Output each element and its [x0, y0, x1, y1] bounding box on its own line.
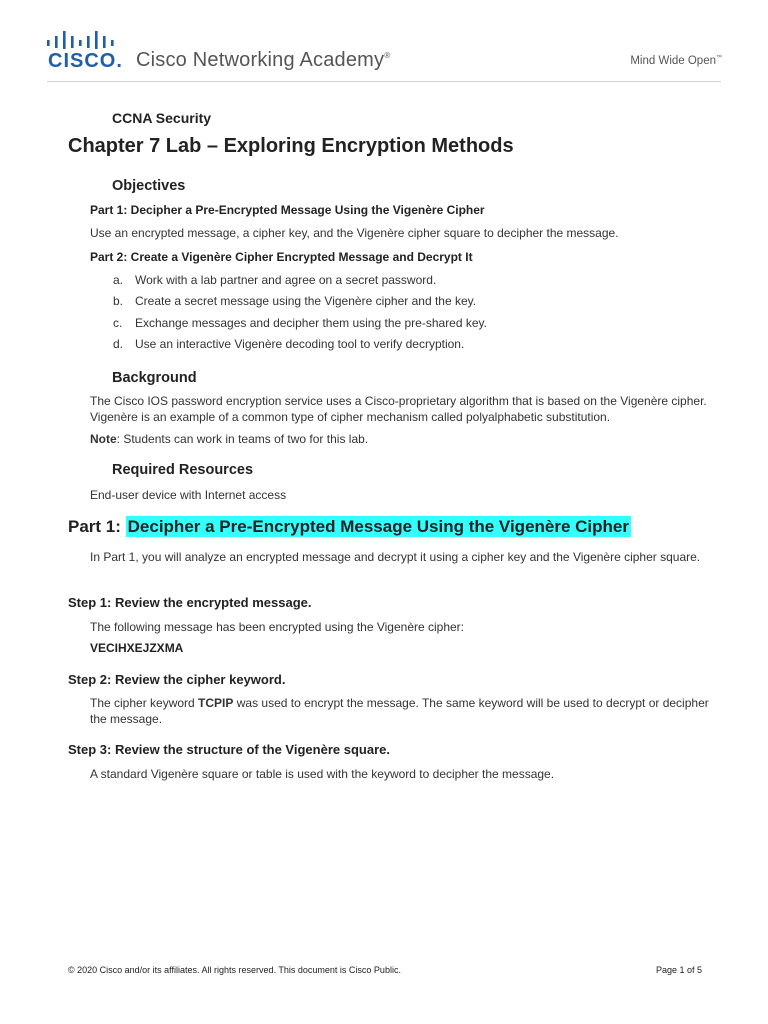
document-title: Chapter 7 Lab – Exploring Encryption Methods	[68, 135, 514, 157]
cisco-bridge-logo-icon	[47, 31, 115, 49]
cisco-wordmark: CISCO.	[48, 50, 123, 72]
header-divider	[47, 81, 721, 82]
part1-heading: Part 1: Decipher a Pre-Encrypted Message Using the Vigenère Cipher	[68, 517, 629, 536]
step2-title: Step 2: Review the cipher keyword.	[68, 672, 286, 687]
list-item: d. Use an interactive Vigenère decoding tool to verify decryption.	[113, 337, 465, 351]
objective-part1-desc: Use an encrypted message, a cipher key, and the Vigenère cipher square to decipher the message.	[90, 226, 619, 240]
step1-title: Step 1: Review the encrypted message.	[68, 595, 312, 610]
part1-intro: In Part 1, you will analyze an encrypted message and decrypt it using a cipher key and the Vigenère cipher square.	[90, 550, 701, 564]
objective-part1-title: Part 1: Decipher a Pre-Encrypted Message Using the Vigenère Cipher	[90, 203, 485, 217]
tagline: Mind Wide Open™	[630, 55, 722, 67]
resources-heading: Required Resources	[112, 462, 254, 478]
encrypted-message: VECIHXEJZXMA	[90, 641, 184, 655]
copyright-notice: © 2020 Cisco and/or its affiliates. All rights reserved. This document is Cisco Public.	[68, 965, 401, 975]
cipher-keyword: TCPIP	[198, 696, 234, 710]
background-note: Note: Students can work in teams of two for this lab.	[90, 432, 369, 446]
page-number: Page 1 of 5	[655, 965, 702, 975]
step3-text: A standard Vigenère square or table is used with the keyword to decipher the message.	[90, 767, 555, 781]
part1-highlighted-title: Decipher a Pre-Encrypted Message Using the Vigenère Cipher	[127, 517, 629, 536]
objectives-heading: Objectives	[112, 178, 186, 194]
background-heading: Background	[112, 370, 197, 386]
step2-text: The cipher keyword TCPIP was used to encrypt the message. The same keyword will be used to decrypt or decipher the message.	[90, 696, 709, 726]
document-header	[0, 0, 768, 80]
brand-name: Cisco Networking Academy®	[136, 49, 391, 71]
list-item: a. Work with a lab partner and agree on a secret password.	[113, 273, 437, 287]
resources-text: End-user device with Internet access	[90, 488, 287, 502]
step3-title: Step 3: Review the structure of the Vigenère square.	[68, 742, 390, 757]
step1-text: The following message has been encrypted using the Vigenère cipher:	[90, 620, 465, 634]
objective-part2-title: Part 2: Create a Vigenère Cipher Encrypted Message and Decrypt It	[90, 250, 473, 264]
list-item: c. Exchange messages and decipher them using the pre-shared key.	[113, 316, 487, 330]
course-name: CCNA Security	[112, 110, 212, 126]
background-text: The Cisco IOS password encryption service uses a Cisco-proprietary algorithm that is based on the Vigenère cipher. Vigenère is an example of a common type of cipher mechanism called polyalphabetic substitution.	[90, 394, 707, 424]
list-item: b. Create a secret message using the Vigenère cipher and the key.	[113, 294, 477, 308]
